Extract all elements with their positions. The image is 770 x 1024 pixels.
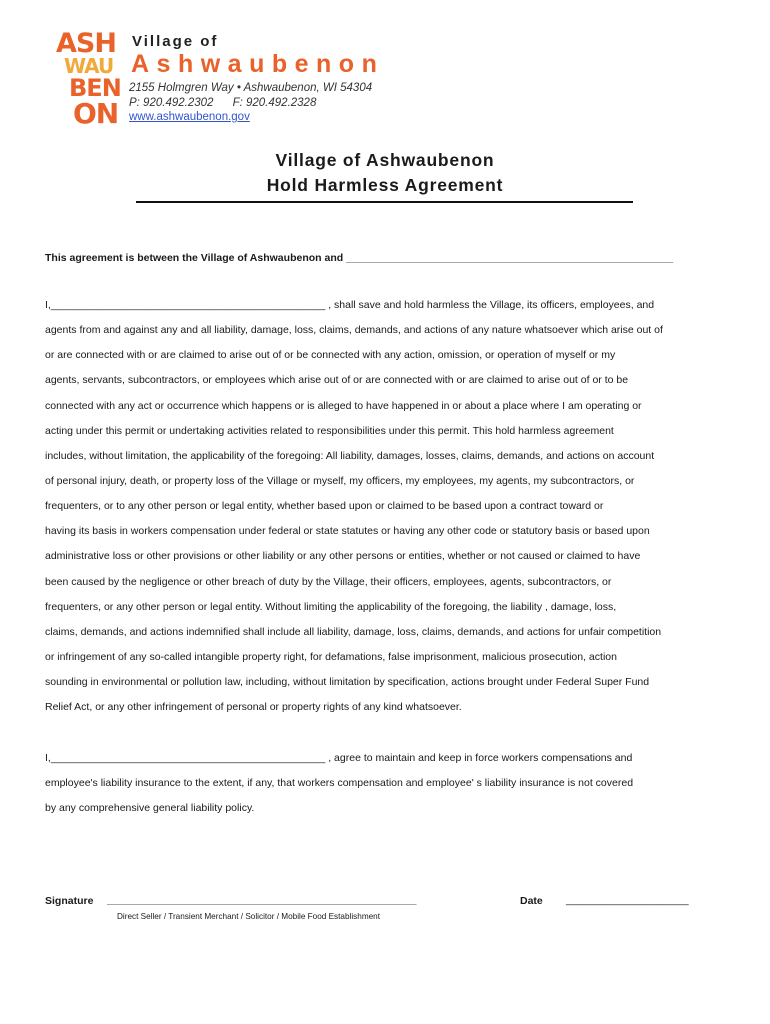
paragraph-line: frequenters, or any other person or legal entity. Without limiting the applicability of the foregoing, the liability , damage, loss, <box>45 600 617 613</box>
village-logo <box>56 30 126 128</box>
paragraph-line: employee's liability insurance to the extent, if any, that workers compensation and employee' s liability insurance is not covered <box>45 777 634 790</box>
logo-line-1: ASH <box>56 28 116 59</box>
paragraph-line: by any comprehensive general liability policy. <box>45 802 255 815</box>
paragraph-line: of personal injury, death, or property loss of the Village or myself, my officers, my employees, my agents, my subcontractors, or <box>45 474 635 487</box>
paragraph-line: frequenters, or to any other person or legal entity, whether based upon or claimed to be based upon a contract toward or <box>45 500 604 513</box>
title-divider <box>136 201 633 203</box>
paragraph-line: I,_______________________________________________ , agree to maintain and keep in force workers compensations and <box>45 752 633 764</box>
document-title-line-2: Hold Harmless Agreement <box>266 175 504 195</box>
document-title-line-1: Village of Ashwaubenon <box>275 150 495 170</box>
signature-label: Signature <box>45 895 94 907</box>
hold-harmless-paragraph <box>45 298 730 725</box>
paragraph-line: acting under this permit or undertaking activities related to responsibilities under this permit. This hold harmless agreement <box>45 424 614 437</box>
paragraph-line: sounding in environmental or pollution law, including, without limitation by specification, actions brought under Federal Super Fund <box>45 676 650 689</box>
paragraph-line: agents, servants, subcontractors, or employees which arise out of or are connected with or are claimed to arise out of or to be <box>45 374 629 387</box>
date-label: Date <box>520 895 543 907</box>
letterhead-website-link[interactable]: www.ashwaubenon.gov <box>129 111 250 123</box>
paragraph-line: agents from and against any and all liability, damage, loss, claims, demands, and actions of any nature whatsoever which arise out of <box>45 324 663 337</box>
signature-field[interactable]: _____________________________________________________ <box>107 894 417 906</box>
paragraph-line: or are connected with or are claimed to arise out of or be connected with any action, omission, or operation of myself or my <box>45 349 616 362</box>
agreement-intro: This agreement is between the Village of Ashwaubenon and ________________________________________________________ <box>45 252 674 264</box>
logo-line-4: ON <box>73 97 119 130</box>
paragraph-line: having its basis in workers compensation under federal or state statutes or having any other code or statutory basis or based upon <box>45 525 650 538</box>
letterhead-village-name: Ashwaubenon <box>131 50 385 78</box>
letterhead-address: 2155 Holmgren Way • Ashwaubenon, WI 54304 <box>129 82 373 94</box>
date-field[interactable]: _____________________ <box>566 894 689 906</box>
letterhead-village-of: Village of <box>132 33 219 50</box>
logo-line-2: WAU <box>64 54 114 78</box>
paragraph-line: been caused by the negligence or other breach of duty by the Village, their officers, employees, agents, subcontractors, or <box>45 575 612 588</box>
logo-line-3: BEN <box>69 74 121 102</box>
letterhead-phone-fax: P: 920.492.2302 F: 920.492.2328 <box>129 97 317 109</box>
paragraph-line: includes, without limitation, the applicability of the foregoing: All liability, damages, losses, claims, demands, and actions on account <box>45 449 655 462</box>
paragraph-line: connected with any act or occurrence which happens or is alleged to have happened in or about a place where I am operating or <box>45 399 642 412</box>
paragraph-line: or infringement of any so-called intangible property right, for defamations, false imprisonment, malicious prosecution, action <box>45 650 617 663</box>
paragraph-line: administrative loss or other provisions or other liability or any other persons or entities, whether or not caused or claimed to have <box>45 550 641 563</box>
signature-caption: Direct Seller / Transient Merchant / Solicitor / Mobile Food Establishment <box>117 912 381 921</box>
paragraph-line: I,_______________________________________________ , shall save and hold harmless the Village, its officers, employees, and <box>45 299 655 311</box>
insurance-paragraph <box>45 751 730 826</box>
paragraph-line: claims, demands, and actions indemnified shall include all liability, damage, loss, claims, demands, and actions for unfair competition <box>45 625 662 638</box>
paragraph-line: Relief Act, or any other infringement of personal or property rights of any kind whatsoever. <box>45 701 462 714</box>
